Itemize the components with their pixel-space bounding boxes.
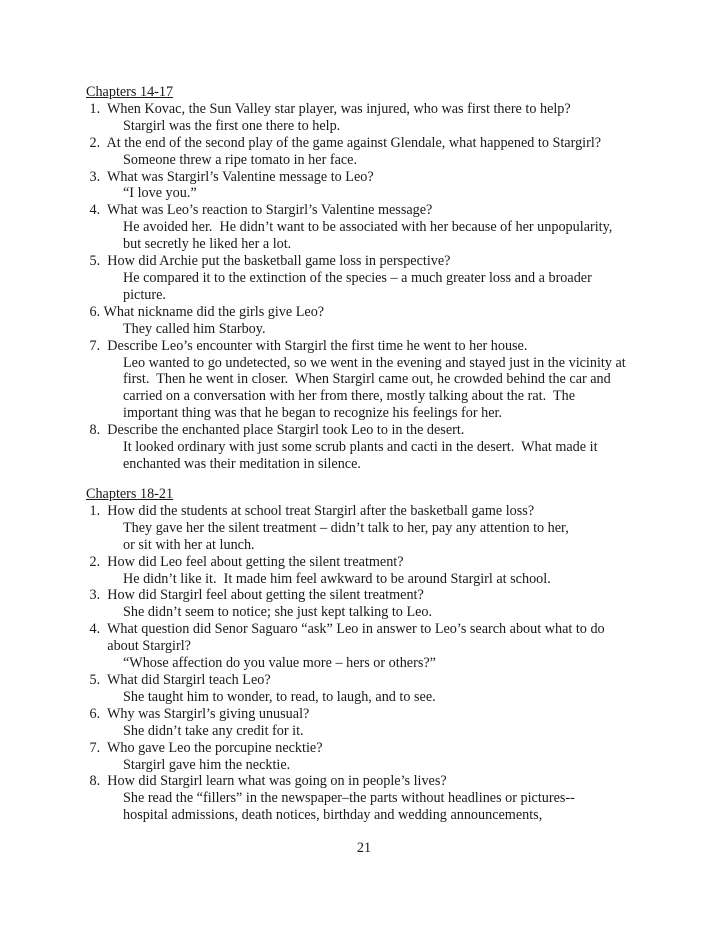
answer-line: or sit with her at lunch. xyxy=(123,536,255,553)
question-line: 6. Why was Stargirl’s giving unusual? xyxy=(86,705,310,722)
question-line: about Stargirl? xyxy=(86,638,191,655)
question-line: 2. How did Leo feel about getting the silent treatment? xyxy=(86,553,404,570)
question-line: 4. What question did Senor Saguaro “ask” Leo in answer to Leo’s search about what to do xyxy=(86,621,605,638)
answer-line: hospital admissions, death notices, birthday and wedding announcements, xyxy=(123,807,543,824)
answer-line: She didn’t take any credit for it. xyxy=(123,722,304,739)
answer-line: first. Then he went in closer. When Stargirl came out, he crowded behind the car and xyxy=(123,371,611,388)
answer-line: It looked ordinary with just some scrub plants and cacti in the desert. What made it xyxy=(123,439,598,456)
section-heading: Chapters 14-17 xyxy=(86,84,174,100)
answer-line: They gave her the silent treatment – didn’t talk to her, pay any attention to her, xyxy=(123,519,569,536)
question-line: 3. What was Stargirl’s Valentine message to Leo? xyxy=(86,168,374,185)
question-line: 8. Describe the enchanted place Stargirl took Leo to in the desert. xyxy=(86,422,465,439)
answer-line: He didn’t like it. It made him feel awkward to be around Stargirl at school. xyxy=(123,570,551,587)
answer-line: She taught him to wonder, to read, to laugh, and to see. xyxy=(123,688,436,705)
answer-line: but secretly he liked her a lot. xyxy=(123,236,292,253)
section-heading: Chapters 18-21 xyxy=(86,486,174,502)
question-line: 5. What did Stargirl teach Leo? xyxy=(86,671,271,688)
answer-line: He compared it to the extinction of the species – a much greater loss and a broader xyxy=(123,269,592,286)
answer-line: carried on a conversation with her from there, mostly talking about the rat. The xyxy=(123,388,576,405)
question-line: 2. At the end of the second play of the game against Glendale, what happened to Stargirl? xyxy=(86,134,602,151)
answer-line: enchanted was their meditation in silence. xyxy=(123,455,361,472)
question-line: 1. When Kovac, the Sun Valley star player, was injured, who was first there to help? xyxy=(86,100,571,117)
section-chapters-18-21 xyxy=(86,486,666,824)
question-line: 7. Who gave Leo the porcupine necktie? xyxy=(86,739,323,756)
answer-line: She didn’t seem to notice; she just kept talking to Leo. xyxy=(123,604,433,621)
answer-line: She read the “fillers” in the newspaper–the parts without headlines or pictures-- xyxy=(123,790,575,807)
question-line: 6. What nickname did the girls give Leo? xyxy=(86,303,325,320)
answer-line: “I love you.” xyxy=(123,185,197,202)
answer-line: They called him Starboy. xyxy=(123,320,266,337)
question-list xyxy=(86,503,666,824)
page-number: 21 xyxy=(356,840,372,856)
question-line: 1. How did the students at school treat Stargirl after the basketball game loss? xyxy=(86,502,535,519)
question-list xyxy=(86,101,666,473)
question-line: 3. How did Stargirl feel about getting the silent treatment? xyxy=(86,587,424,604)
answer-line: “Whose affection do you value more – hers or others?” xyxy=(123,655,436,672)
answer-line: He avoided her. He didn’t want to be associated with her because of her unpopularity, xyxy=(123,219,613,236)
answer-line: Someone threw a ripe tomato in her face. xyxy=(123,151,358,168)
answer-line: important thing was that he began to recognize his feelings for her. xyxy=(123,405,503,422)
answer-line: Leo wanted to go undetected, so we went in the evening and stayed just in the vicinity at xyxy=(123,354,626,371)
question-line: 7. Describe Leo’s encounter with Stargirl the first time he went to her house. xyxy=(86,337,528,354)
question-line: 5. How did Archie put the basketball game loss in perspective? xyxy=(86,253,451,270)
question-line: 8. How did Stargirl learn what was going on in people’s lives? xyxy=(86,773,447,790)
answer-line: Stargirl was the first one there to help. xyxy=(123,117,341,134)
section-chapters-14-17 xyxy=(86,84,666,473)
question-line: 4. What was Leo’s reaction to Stargirl’s Valentine message? xyxy=(86,202,433,219)
answer-line: Stargirl gave him the necktie. xyxy=(123,756,291,773)
answer-line: picture. xyxy=(123,286,166,303)
